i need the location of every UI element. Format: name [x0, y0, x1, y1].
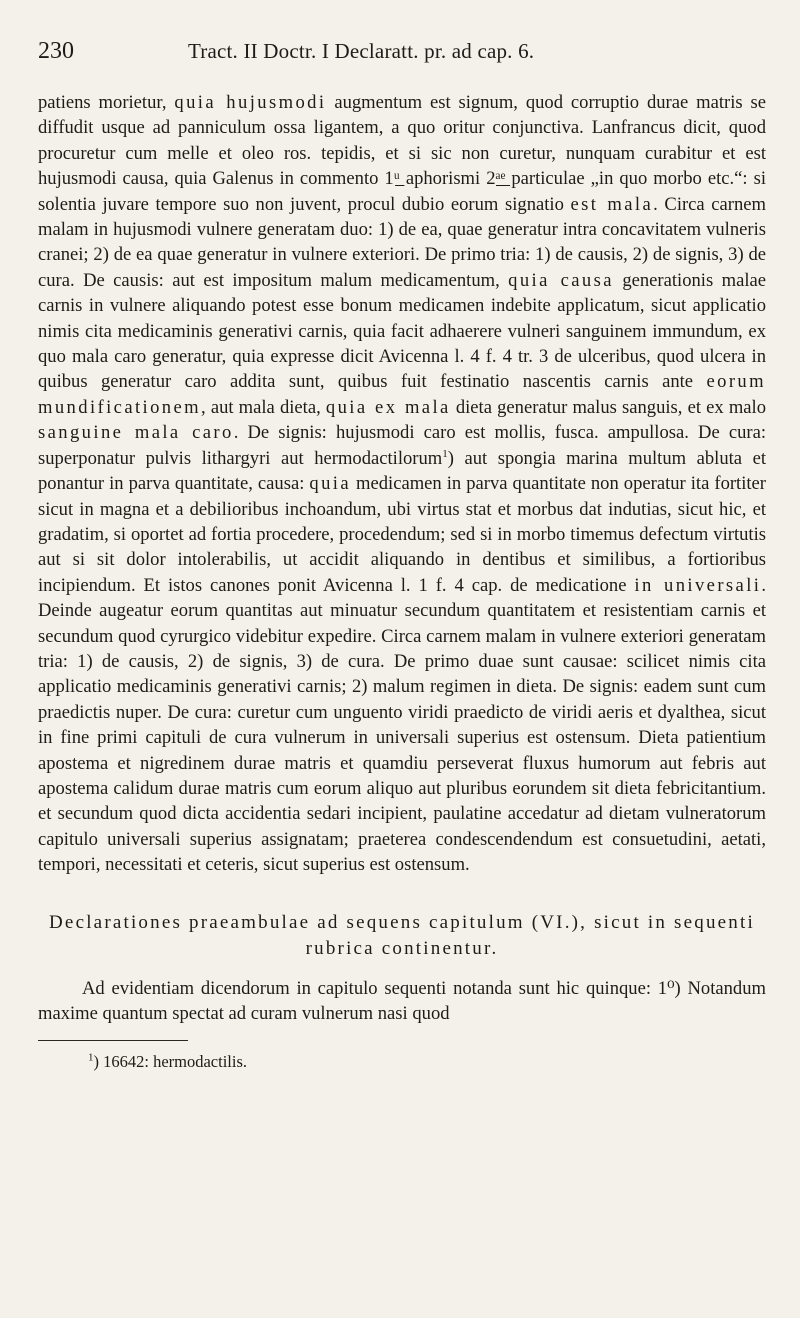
spaced-emphasis: sanguine mala caro	[38, 422, 234, 444]
spaced-emphasis: est mala	[570, 193, 654, 215]
text-run: , aut mala dieta,	[201, 396, 326, 418]
footnote-text: ) 16642: hermodactilis.	[93, 1052, 248, 1072]
text-run: augmentum est signum, quod corruptio durae matris se diffudit usque ad panniculum ossa ligantem, a quo oritur conjunctiva. Lanfrancus dicit, quod procuretur cum melle et oleo ros. tepidis, et si sic non curetur, nunquam curabitur et est hujusmodi causa, quia Galenus in commento 1ᵘ̲ aphorismi 2ᵃ̲ᵉ̲ particulae „in quo morbo etc.“: si solentia juvare tempore suo non juvent, procul dubio eorum signatio	[38, 92, 766, 215]
footnote-marker: 1	[88, 1051, 94, 1064]
spaced-emphasis: quia ex mala	[325, 396, 451, 418]
spaced-emphasis: quia hujusmodi	[174, 92, 327, 113]
spaced-emphasis: quia	[309, 473, 352, 495]
main-text	[38, 90, 766, 878]
paragraph-next: Ad evidentiam dicendorum in capitulo sequenti notanda sunt hic quinque: 1⁰) Notandum maxime quantum spectat ad curam vulnerum nasi quod	[38, 977, 766, 1024]
text-run: . Circa carnem malam in hujusmodi vulnere generatam duo: 1) de ea, quae generatur intra concavitatem vulneris cranei; 2) de ea quae generatur in vulnere exteriori. De primo tria: 1) de causis, 2) de signis, 3) de cura. De causis: aut est impositum malum medicamentum,	[38, 193, 767, 291]
text-run: dieta generatur malus sanguis, et ex malo	[450, 396, 767, 418]
text-run: ) aut spongia marina multum abluta et ponantur in parva quantitate, causa:	[38, 447, 766, 495]
footnote-reference: 1	[442, 447, 448, 460]
page-number: 230	[38, 38, 74, 64]
spaced-emphasis: in universali	[634, 574, 762, 596]
running-title: Tract. II Doctr. I Declaratt. pr. ad cap. 6.	[188, 39, 535, 63]
spaced-emphasis: eorum mundificationem	[38, 371, 766, 418]
text-run: . Deinde augeatur eorum quantitas aut minuatur secundum quantitatem et resistentiam carnis et secundum quod cyrurgico videbitur expedire. Circa carnem malam in vulnere exteriori generatam tria: 1) de causis, 2) de signis, 3) de cura. De primo duae sunt causae: scilicet nimis cita applicatio medicaminis generativi carnis; 2) malum regimen in dieta. De signis: eadem sunt cum praedictis nuper. De cura: curetur cum unguento viridi praedicto de viridi aeris et dyalthea, sicut in fine primi capituli de cura vulnerum in universali superius est ostensum. Dieta patientium apostema et nigredinem durae matris et quamdiu perseverat fluxus humorum aut febris aut apostema calidum durae matris cum eorum aliquo aut pluribus eorundem sit dieta febricitantium. et secundum quod dicta accidentia sedari incipient, paulatine accedatur ad dietam vulneratorum capitulo universali superius assignatam; praeterea condescendendum est consuetudini, aetati, tempori, necessitati et ceteris, sicut superius est ostensum.	[38, 574, 766, 876]
text-run: generationis malae carnis in vulnere aliquando potest esse bonum medicamen indebite applicatum, sicut applicatio nimis cita medicaminis generativi carnis, quia facit adhaerere vulneri sanguinem immundum, ex quo mala caro generatur, quia expresse dicit Avicenna l. 4 f. 4 tr. 3 de ulceribus, quod ulcera in quibus generatur caro addita sunt, quibus fuit festinatio nascentis carnis ante	[38, 269, 766, 393]
text-run: . De signis: hujusmodi caro est mollis, fusca. ampullosa. De cura: superponatur pulvis lithargyri aut hermodactilorum	[38, 422, 766, 469]
text-run: medicamen in parva quantitate non operatur ita fortiter sicut in magna et a debilioribus inchoandum, ubi virtus stat et morbus dat indutias, sicut hic, et gradatim, si oportet ad fortia procedere, procedendum; sed si in morbo timemus defectum virtutis aut si sit dolor intolerabilis, ut accidit aliquando in dentibus et similibus, a fortioribus incipiendum. Et istos canones ponit Avicenna l. 1 f. 4 cap. de medicatione	[38, 473, 767, 596]
section-heading: Declarationes praeambulae ad sequens capitulum (VI.), sicut in sequenti rubrica continentur.	[49, 911, 755, 959]
paragraph-body	[38, 90, 766, 878]
text-run: patiens morietur,	[38, 92, 175, 113]
page-header	[38, 38, 766, 78]
spaced-emphasis: quia causa	[508, 269, 614, 291]
footnote-divider	[38, 1040, 188, 1041]
footnote	[88, 1051, 766, 1073]
